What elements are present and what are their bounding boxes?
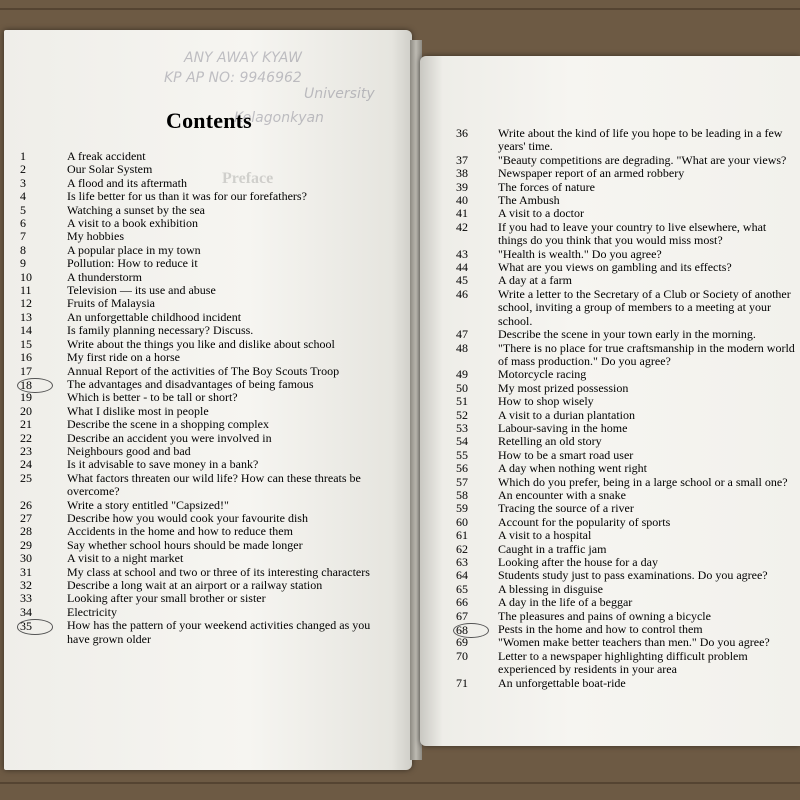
entry-number: 70	[456, 648, 468, 663]
entry-title: How to shop wisely	[498, 394, 594, 409]
contents-entry	[456, 395, 796, 408]
contents-entry	[20, 257, 385, 270]
entry-number: 61	[456, 528, 468, 543]
entry-title: Which is better - to be tall or short?	[67, 390, 238, 405]
contents-list-right	[456, 127, 796, 690]
entry-number: 65	[456, 581, 468, 596]
contents-entry	[456, 650, 796, 677]
entry-number: 12	[20, 296, 32, 311]
entry-number: 2	[20, 162, 26, 177]
entry-number: 56	[456, 461, 468, 476]
entry-number: 62	[456, 541, 468, 556]
entry-title: Write about the kind of life you hope to be leading in a few years' time.	[498, 126, 783, 154]
contents-entry	[456, 368, 796, 381]
entry-title: Newspaper report of an armed robbery	[498, 166, 685, 181]
contents-entry	[20, 512, 385, 525]
entry-title: An unforgettable childhood incident	[67, 309, 242, 324]
entry-number: 57	[456, 474, 468, 489]
wood-grain	[0, 8, 800, 10]
entry-title: Is life better for us than it was for our forefathers?	[67, 189, 307, 204]
entry-title: Students study just to pass examinations. Do you agree?	[498, 568, 768, 583]
entry-number: 67	[456, 608, 468, 623]
contents-entry	[20, 204, 385, 217]
entry-number: 6	[20, 216, 26, 231]
contents-entry	[456, 610, 796, 623]
contents-entry	[20, 297, 385, 310]
entry-title: Describe the scene in your town early in the morning.	[498, 327, 756, 342]
entry-number: 37	[456, 152, 468, 167]
entry-title: Motorcycle racing	[498, 367, 587, 382]
entry-title: Describe a long wait at an airport or a railway station	[67, 578, 323, 592]
entry-title: The forces of nature	[498, 179, 595, 194]
contents-entry	[456, 636, 796, 649]
contents-entry	[456, 677, 796, 690]
contents-entry	[20, 499, 385, 512]
entry-number: 25	[20, 470, 32, 485]
entry-number: 4	[20, 189, 26, 204]
entry-number: 32	[20, 578, 32, 592]
contents-entry	[20, 311, 385, 324]
contents-entry	[456, 569, 796, 582]
entry-title: A visit to a hospital	[498, 528, 592, 543]
entry-title: "Women make better teachers than men." Do you agree?	[498, 635, 770, 650]
entry-title: Accidents in the home and how to reduce them	[67, 524, 293, 539]
entry-number: 30	[20, 551, 32, 566]
entry-number: 29	[20, 537, 32, 552]
contents-entry	[20, 579, 385, 592]
entry-title: An encounter with a snake	[498, 487, 626, 502]
entry-number: 64	[456, 568, 468, 583]
entry-number: 31	[20, 564, 32, 579]
entry-number: 23	[20, 443, 32, 458]
contents-entry	[456, 167, 796, 180]
entry-number: 69	[456, 635, 468, 650]
entry-number: 11	[20, 283, 32, 298]
entry-number: 8	[20, 242, 26, 257]
contents-entry	[20, 458, 385, 471]
entry-title: Tracing the source of a river	[498, 501, 634, 516]
entry-number: 68	[453, 623, 489, 638]
entry-title: A visit to a doctor	[498, 206, 584, 221]
entry-number: 63	[456, 555, 468, 569]
contents-entry	[456, 583, 796, 596]
contents-entry	[456, 288, 796, 328]
contents-entry	[20, 190, 385, 203]
entry-title: A thunderstorm	[67, 269, 142, 284]
entry-number: 33	[20, 591, 32, 606]
entry-number: 71	[456, 675, 468, 690]
contents-entry	[456, 127, 796, 154]
handwritten-number: KP AP NO: 9946962	[164, 70, 302, 86]
entry-title: Looking after the house for a day	[498, 555, 658, 569]
contents-entry	[20, 405, 385, 418]
entry-number: 7	[20, 229, 26, 244]
entry-title: My most prized possession	[498, 380, 629, 395]
entry-number: 54	[456, 434, 468, 449]
entry-title: Watching a sunset by the sea	[67, 202, 205, 217]
entry-number: 20	[20, 403, 32, 418]
entry-title: Pollution: How to reduce it	[67, 256, 198, 271]
entry-title: Looking after your small brother or sister	[67, 591, 266, 606]
contents-entry	[456, 248, 796, 261]
contents-entry	[456, 274, 796, 287]
contents-entry	[456, 207, 796, 220]
page-title: Contents	[166, 108, 252, 133]
entry-title: Write a letter to the Secretary of a Club or Society of another school, inviting a group of members to a meeting at your school.	[498, 286, 791, 328]
entry-title: Retelling an old story	[498, 434, 602, 449]
entry-title: Our Solar System	[67, 162, 153, 177]
entry-title: An unforgettable boat-ride	[498, 675, 626, 690]
entry-number: 19	[20, 390, 32, 405]
contents-entry	[456, 409, 796, 422]
entry-title: Which do you prefer, being in a large school or a small one?	[498, 474, 788, 489]
contents-entry	[456, 422, 796, 435]
contents-entry	[456, 154, 796, 167]
entry-title: What are you views on gambling and its effects?	[498, 260, 732, 275]
entry-number: 51	[456, 394, 468, 409]
entry-title: What factors threaten our wild life? How can these threats be overcome?	[67, 470, 361, 499]
contents-entry	[456, 261, 796, 274]
entry-number: 52	[456, 407, 468, 422]
entry-title: A visit to a night market	[67, 551, 184, 566]
entry-number: 60	[456, 514, 468, 529]
contents-entry	[20, 391, 385, 404]
contents-entry	[456, 435, 796, 448]
contents-entry	[20, 217, 385, 230]
entry-number: 53	[456, 420, 468, 435]
entry-title: A freak accident	[67, 149, 146, 163]
contents-entry	[20, 177, 385, 190]
entry-title: Describe the scene in a shopping complex	[67, 417, 269, 432]
contents-entry	[456, 476, 796, 489]
entry-title: Labour-saving in the home	[498, 420, 628, 435]
entry-title: A visit to a book exhibition	[67, 216, 198, 231]
entry-title: Is family planning necessary? Discuss.	[67, 323, 254, 338]
entry-title: A blessing in disguise	[498, 581, 604, 596]
entry-number: 22	[20, 430, 32, 445]
entry-title: A day in the life of a beggar	[498, 595, 633, 610]
contents-entry	[456, 543, 796, 556]
contents-entry	[20, 619, 385, 646]
entry-title: Say whether school hours should be made longer	[67, 537, 303, 552]
contents-entry	[20, 230, 385, 243]
entry-number: 21	[20, 417, 32, 432]
entry-title: If you had to leave your country to live elsewhere, what things do you think that you would miss most?	[498, 219, 767, 248]
contents-entry	[20, 324, 385, 337]
entry-title: Write a story entitled "Capsized!"	[67, 497, 229, 512]
contents-entry	[20, 271, 385, 284]
contents-entry	[456, 328, 796, 341]
contents-entry	[456, 502, 796, 515]
bleed-through-heading: Preface	[222, 170, 274, 187]
entry-title: Write about the things you like and dislike about school	[67, 336, 335, 351]
contents-entry	[20, 552, 385, 565]
entry-title: Caught in a traffic jam	[498, 541, 607, 556]
contents-entry	[20, 539, 385, 552]
entry-title: What I dislike most in people	[67, 403, 209, 418]
contents-entry	[456, 489, 796, 502]
entry-number: 27	[20, 510, 32, 525]
entry-number: 34	[20, 604, 32, 619]
contents-entry	[20, 432, 385, 445]
handwritten-name: ANY AWAY KYAW	[184, 50, 302, 66]
contents-entry	[20, 150, 385, 163]
entry-title: Neighbours good and bad	[67, 443, 191, 458]
entry-title: Pests in the home and how to control them	[498, 622, 703, 637]
entry-title: My class at school and two or three of its interesting characters	[67, 564, 370, 579]
entry-number: 43	[456, 246, 468, 261]
entry-number: 16	[20, 350, 32, 365]
entry-number: 66	[456, 595, 468, 610]
entry-title: The pleasures and pains of owning a bicycle	[498, 608, 711, 623]
contents-entry	[456, 449, 796, 462]
entry-number: 50	[456, 380, 468, 395]
contents-entry	[20, 378, 385, 391]
entry-number: 24	[20, 457, 32, 472]
entry-title: A flood and its aftermath	[67, 175, 187, 190]
contents-entry	[456, 516, 796, 529]
entry-number: 15	[20, 336, 32, 351]
entry-number: 18	[17, 378, 53, 393]
entry-title: Is it advisable to save money in a bank?	[67, 457, 259, 472]
contents-entry	[20, 351, 385, 364]
entry-number: 58	[456, 487, 468, 502]
handwritten-place: Kelagonkyan	[234, 110, 324, 126]
contents-entry	[456, 596, 796, 609]
entry-number: 36	[456, 126, 468, 140]
contents-entry	[20, 163, 385, 176]
entry-number: 1	[20, 149, 26, 163]
entry-title: A day at a farm	[498, 273, 572, 288]
contents-entry	[456, 623, 796, 636]
entry-title: Describe how you would cook your favourite dish	[67, 510, 308, 525]
entry-number: 40	[456, 193, 468, 208]
entry-title: Describe an accident you were involved in	[67, 430, 272, 445]
entry-number: 41	[456, 206, 468, 221]
contents-entry	[20, 606, 385, 619]
entry-title: "Health is wealth." Do you agree?	[498, 246, 662, 261]
entry-title: How has the pattern of your weekend activities changed as you have grown older	[67, 618, 371, 646]
contents-entry	[20, 244, 385, 257]
contents-list-left	[20, 150, 385, 646]
contents-entry	[20, 525, 385, 538]
contents-entry	[456, 462, 796, 475]
entry-title: Account for the popularity of sports	[498, 514, 671, 529]
entry-title: The advantages and disadvantages of being famous	[67, 376, 314, 391]
entry-title: My first ride on a horse	[67, 350, 180, 365]
wood-grain	[0, 782, 800, 784]
entry-title: A day when nothing went right	[498, 461, 647, 476]
contents-entry	[20, 472, 385, 499]
entry-number: 47	[456, 327, 468, 342]
entry-number: 28	[20, 524, 32, 539]
entry-number: 46	[456, 286, 468, 301]
entry-title: Letter to a newspaper highlighting difficult problem experienced by residents in your area	[498, 648, 748, 677]
contents-entry	[456, 342, 796, 369]
entry-number: 35	[17, 619, 53, 634]
contents-entry	[20, 592, 385, 605]
entry-number: 42	[456, 219, 468, 234]
entry-number: 48	[456, 340, 468, 355]
entry-number: 38	[456, 166, 468, 181]
entry-number: 3	[20, 175, 26, 190]
entry-number: 39	[456, 179, 468, 194]
contents-entry	[20, 566, 385, 579]
entry-number: 49	[456, 367, 468, 382]
entry-number: 9	[20, 256, 26, 271]
entry-number: 5	[20, 202, 26, 217]
contents-entry	[456, 529, 796, 542]
entry-number: 26	[20, 497, 32, 512]
contents-entry	[20, 365, 385, 378]
contents-entry	[456, 181, 796, 194]
entry-number: 55	[456, 447, 468, 462]
contents-entry	[456, 221, 796, 248]
contents-entry	[456, 194, 796, 207]
entry-number: 13	[20, 309, 32, 324]
contents-entry	[20, 445, 385, 458]
entry-title: Fruits of Malaysia	[67, 296, 155, 311]
entry-title: My hobbies	[67, 229, 124, 244]
entry-number: 17	[20, 363, 32, 378]
contents-entry	[20, 418, 385, 431]
contents-entry	[20, 284, 385, 297]
entry-number: 45	[456, 273, 468, 288]
entry-title: How to be a smart road user	[498, 447, 634, 462]
handwritten-university: University	[304, 86, 375, 102]
entry-number: 10	[20, 269, 32, 284]
entry-title: Annual Report of the activities of The Boy Scouts Troop	[67, 363, 340, 378]
entry-title: "There is no place for true craftsmanship in the modern world of mass production." Do you agree?	[498, 340, 795, 368]
entry-number: 44	[456, 260, 468, 275]
entry-title: A visit to a durian plantation	[498, 407, 635, 422]
entry-number: 59	[456, 501, 468, 516]
contents-entry	[20, 338, 385, 351]
entry-number: 14	[20, 323, 32, 338]
entry-title: A popular place in my town	[67, 242, 201, 257]
contents-entry	[456, 382, 796, 395]
entry-title: "Beauty competitions are degrading. "What are your views?	[498, 152, 787, 167]
entry-title: The Ambush	[498, 193, 560, 208]
entry-title: Television — its use and abuse	[67, 283, 216, 298]
entry-title: Electricity	[67, 604, 117, 619]
contents-entry	[456, 556, 796, 569]
